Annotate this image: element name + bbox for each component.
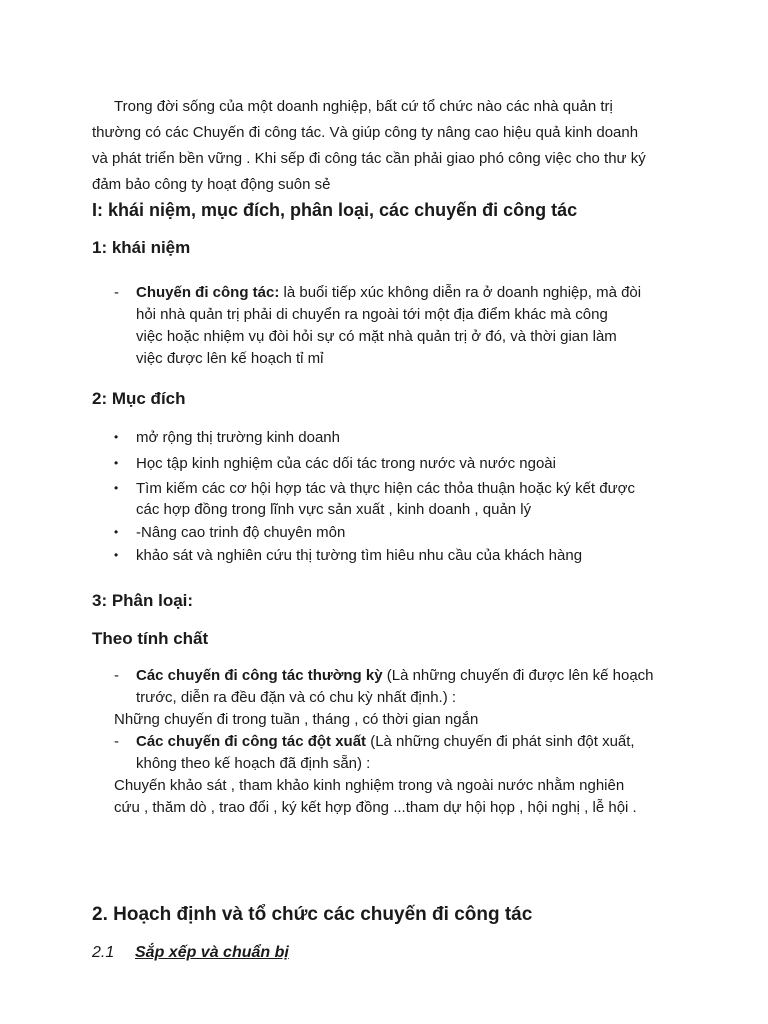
intro-line: Trong đời sống của một doanh nghiệp, bất cứ tổ chức nào các nhà quản trị	[114, 98, 613, 115]
sudden-trip-example-line: Chuyến khảo sát , tham khảo kinh nghiệm trong và ngoài nước nhằm nghiên	[114, 777, 625, 794]
intro-line: thường có các Chuyến đi công tác. Và giúp công ty nâng cao hiệu quả kinh doanh	[92, 124, 639, 141]
concept-text: là buổi tiếp xúc không diễn ra ở doanh nghiệp, mà đòi	[279, 284, 642, 301]
sudden-trip-term: Các chuyến đi công tác đột xuất	[136, 733, 367, 750]
dash-marker: -	[114, 284, 119, 301]
concept-text: hỏi nhà quản trị phải di chuyển ra ngoài tới một địa điểm khác mà công	[136, 306, 608, 323]
classification-subheading: Theo tính chất	[92, 629, 209, 648]
purpose-text: Học tập kinh nghiệm của các dối tác trong nước và nước ngoài	[136, 455, 556, 472]
dash-marker: -	[114, 667, 119, 684]
purpose-text: -Nâng cao trinh độ chuyên môn	[136, 524, 346, 541]
subsection-number: 2.1	[92, 944, 115, 961]
intro-paragraph	[92, 94, 692, 198]
concept-heading: 1: khái niệm	[92, 238, 191, 257]
purpose-text: Tìm kiếm các cơ hội hợp tác và thực hiện các thỏa thuận hoặc ký kết được	[136, 480, 635, 497]
purpose-text: mở rộng thị trường kinh doanh	[136, 429, 340, 446]
concept-text: việc hoặc nhiệm vụ đòi hỏi sự có mặt nhà quản trị ở đó, và thời gian làm	[136, 328, 617, 345]
bullet-icon: •	[114, 481, 119, 495]
concept-text: việc được lên kế hoạch tỉ mỉ	[136, 350, 324, 367]
purpose-text: khảo sát và nghiên cứu thị tường tìm hiêu nhu cầu của khách hàng	[136, 547, 583, 564]
sudden-trip-text: (Là những chuyến đi phát sinh đột xuất,	[366, 733, 635, 750]
bullet-icon: •	[114, 548, 119, 562]
bullet-icon: •	[114, 430, 119, 444]
concept-term: Chuyến đi công tác:	[136, 284, 280, 301]
sudden-trip-example-line: cứu , thăm dò , trao đổi , ký kết hợp đồng ...tham dự hội họp , hội nghị , lễ hội .	[114, 799, 637, 816]
dash-marker: -	[114, 733, 119, 750]
regular-trip-term: Các chuyến đi công tác thường kỳ	[136, 667, 383, 684]
bullet-icon: •	[114, 456, 119, 470]
bullet-icon: •	[114, 525, 119, 539]
regular-trip-text: (Là những chuyến đi được lên kế hoạch	[382, 667, 654, 684]
classification-heading: 3: Phân loại:	[92, 591, 194, 610]
purpose-text: các hợp đồng trong lĩnh vực sản xuất , kinh doanh , quản lý	[136, 501, 532, 518]
section2-heading: 2. Hoạch định và tổ chức các chuyến đi công tác	[92, 904, 533, 925]
regular-trip-example: Những chuyến đi trong tuần , tháng , có thời gian ngắn	[114, 711, 479, 728]
purpose-heading: 2: Mục đích	[92, 389, 186, 408]
sudden-trip-text: không theo kế hoạch đã định sẵn) :	[136, 755, 371, 772]
sudden-trip-example	[114, 775, 637, 819]
intro-line: và phát triển bền vững . Khi sếp đi công tác cần phải giao phó công việc cho thư ký	[92, 150, 646, 167]
subsection-title: Sắp xếp và chuẩn bị	[135, 944, 289, 961]
regular-trip-text: trước, diễn ra đều đặn và có chu kỳ nhất định.) :	[136, 689, 457, 706]
intro-line: đảm bảo công ty hoạt động suôn sẻ	[92, 176, 331, 193]
section1-heading: I: khái niệm, mục đích, phân loại, các chuyến đi công tác	[92, 200, 578, 220]
